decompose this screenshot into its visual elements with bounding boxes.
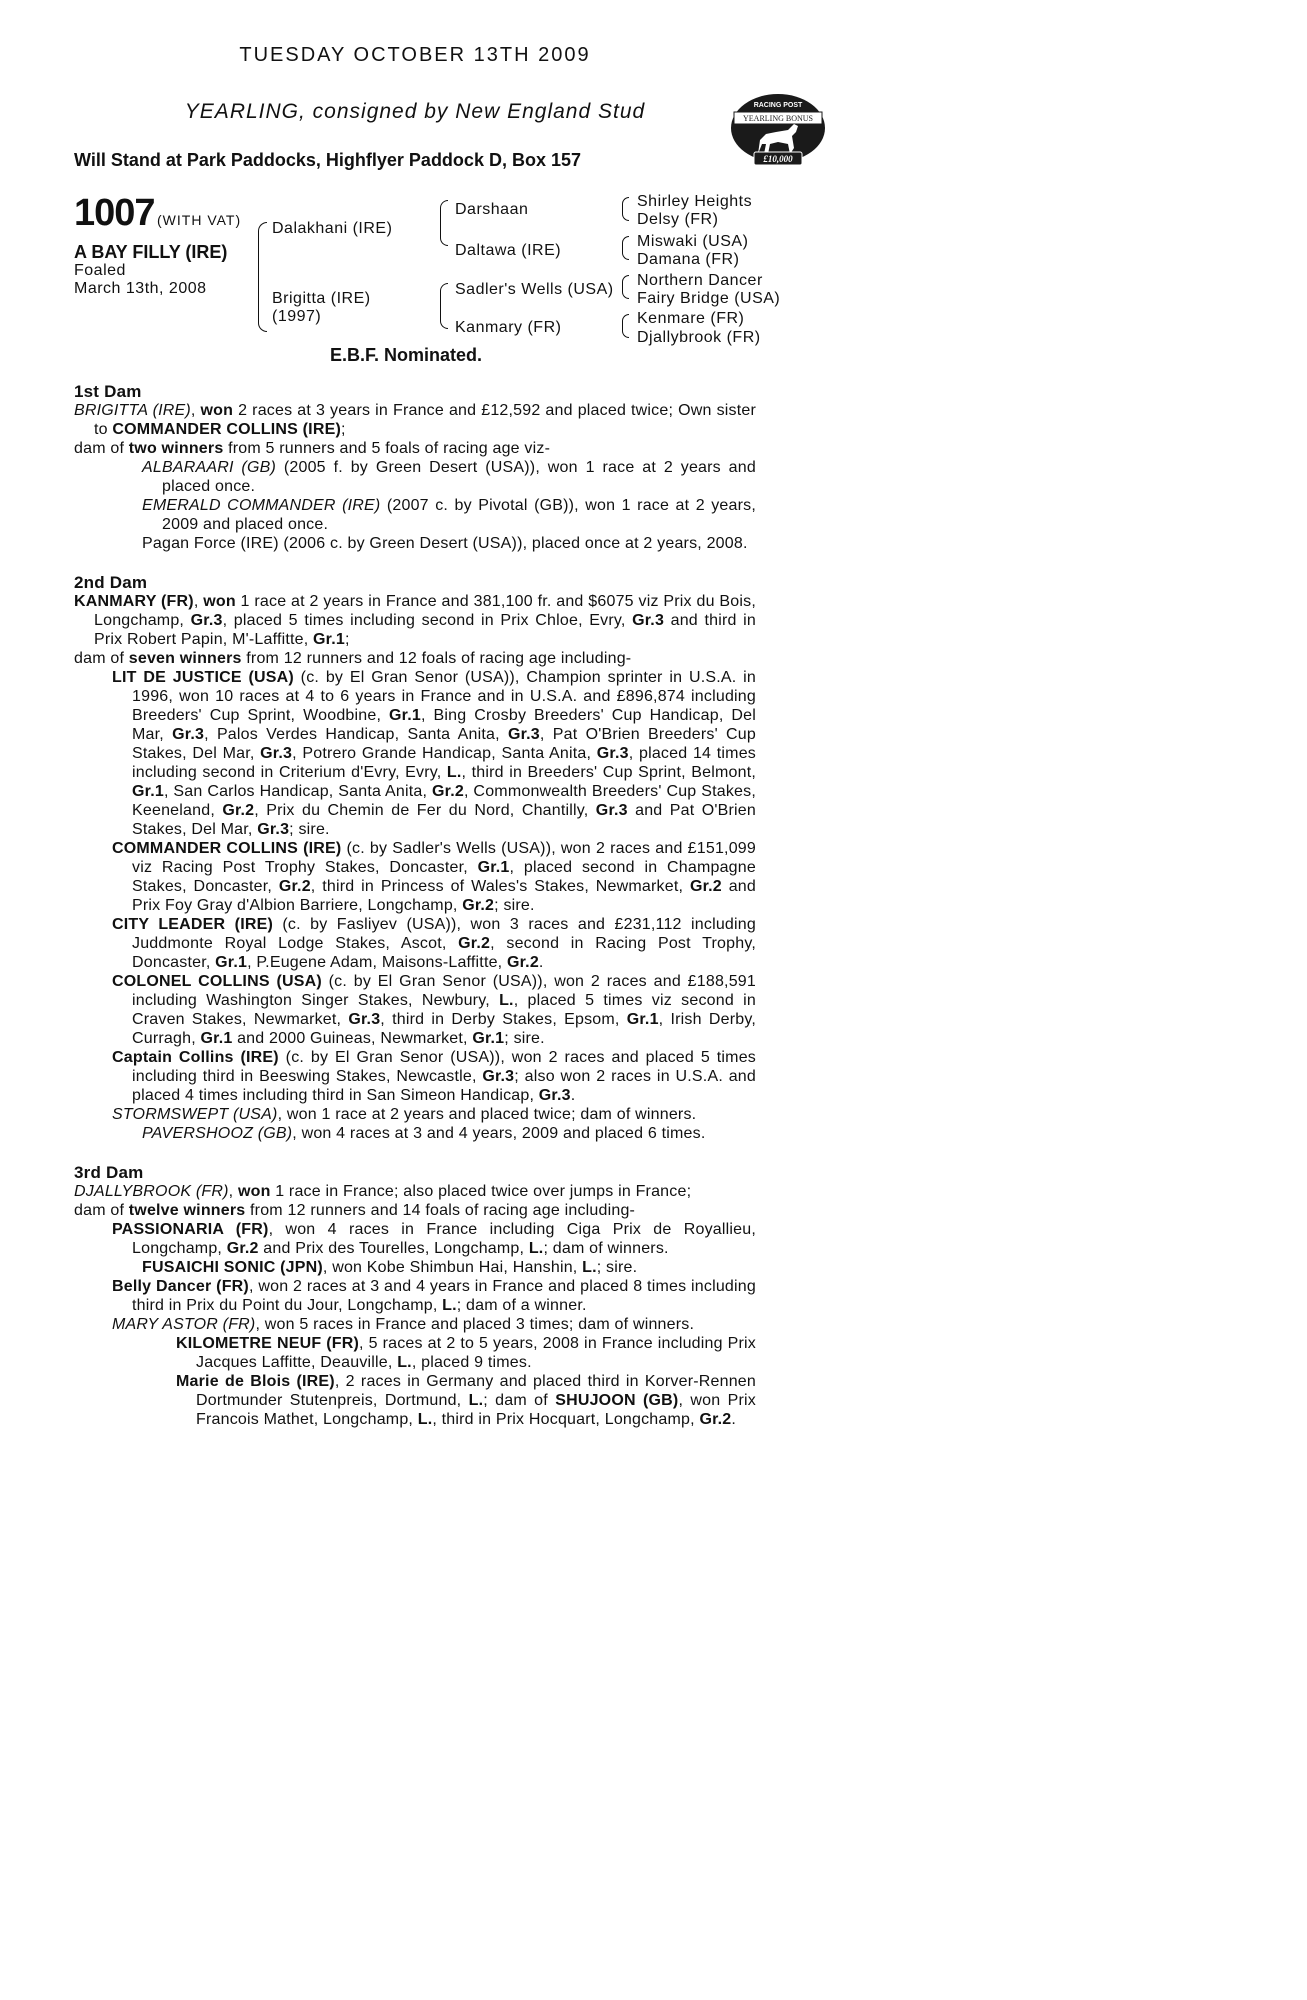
pedigree-sire-dam: Daltawa (IRE)	[455, 242, 562, 259]
produce-entry: COLONEL COLLINS (USA) (c. by El Gran Senor (USA)), won 2 races and £188,591 including Washington Singer Stakes, Newbury, L., placed 5 times viz second in Craven Stakes, Newmarket, Gr.3, third in Derby Stakes, Epsom, Gr.1, Irish Derby, Curragh, Gr.1 and 2000 Guineas, Newmarket, Gr.1; sire.	[112, 973, 757, 1047]
pedigree-brace-main	[258, 222, 267, 332]
produce-entry: Marie de Blois (IRE), 2 races in Germany and placed third in Korver-Rennen Dortmunder Stutenpreis, Dortmund, L.; dam of SHUJOON (GB), won Prix Francois Mathet, Longchamp, L., third in Prix Hocquart, Longchamp, Gr.2.	[176, 1373, 756, 1428]
pedigree-sire-sire: Darshaan	[455, 201, 529, 218]
foaled-label: Foaled	[74, 262, 126, 279]
dam-heading: 2nd Dam	[74, 573, 148, 592]
produce-entry: KILOMETRE NEUF (FR), 5 races at 2 to 5 years, 2008 in France including Prix Jacques Laffitte, Deauville, L., placed 9 times.	[176, 1335, 756, 1371]
produce-entry: CITY LEADER (IRE) (c. by Fasliyev (USA)), won 3 races and £231,112 including Juddmonte Royal Lodge Stakes, Ascot, Gr.2, second in Racing Post Trophy, Doncaster, Gr.1, P.Eugene Adam, Maisons-Laffitte, Gr.2.	[112, 916, 756, 971]
produce-entry: dam of seven winners from 12 runners and 12 foals of racing age including-	[74, 650, 632, 667]
produce-entry: KANMARY (FR), won 1 race at 2 years in France and 381,100 fr. and $6075 viz Prix du Bois, Longchamp, Gr.3, placed 5 times including second in Prix Chloe, Evry, Gr.3 and third in Prix Robert Papin, M'-Laffitte, Gr.1;	[74, 593, 756, 648]
produce-entry: STORMSWEPT (USA), won 1 race at 2 years and placed twice; dam of winners.	[112, 1106, 697, 1123]
logo-top-text: RACING POST	[753, 102, 803, 109]
produce-entry: Pagan Force (IRE) (2006 c. by Green Desert (USA)), placed once at 2 years, 2008.	[142, 535, 748, 552]
vat-note: (WITH VAT)	[157, 212, 242, 228]
pedigree-dam: Brigitta (IRE)	[272, 290, 371, 307]
produce-entry: PASSIONARIA (FR), won 4 races in France including Ciga Prix de Royallieu, Longchamp, Gr.2 and Prix des Tourelles, Longchamp, L.; dam of winners.	[112, 1221, 756, 1257]
consignment-line: YEARLING, consigned by New England Stud	[184, 100, 646, 123]
yearling-bonus-logo	[728, 92, 828, 168]
pedigree-dam-sire: Sadler's Wells (USA)	[455, 281, 614, 298]
logo-middle-text: YEARLING BONUS	[743, 114, 813, 123]
pedigree-dsd: Fairy Bridge (USA)	[637, 290, 781, 307]
produce-entry: FUSAICHI SONIC (JPN), won Kobe Shimbun Hai, Hanshin, L.; sire.	[142, 1259, 638, 1276]
pedigree-sdd: Damana (FR)	[637, 251, 740, 268]
produce-entry: Belly Dancer (FR), won 2 races at 3 and 4 years in France and placed 8 times including third in Prix du Point du Jour, Longchamp, L.; dam of a winner.	[112, 1278, 756, 1314]
pedigree-brace-dd	[622, 314, 629, 338]
pedigree-dds: Kenmare (FR)	[637, 310, 745, 327]
produce-entry: dam of two winners from 5 runners and 5 foals of racing age viz-	[74, 440, 551, 457]
pedigree-brace-ds	[622, 275, 629, 299]
pedigree-ssd: Delsy (FR)	[637, 211, 719, 228]
pedigree-dss: Northern Dancer	[637, 272, 763, 289]
logo-bottom-text: £10,000	[763, 154, 793, 164]
horse-name: A BAY FILLY (IRE)	[74, 242, 228, 262]
produce-entry: LIT DE JUSTICE (USA) (c. by El Gran Senor (USA)), Champion sprinter in U.S.A. in 1996, won 10 races at 4 to 6 years in France and in U.S.A. and £896,874 including Breeders' Cup Sprint, Woodbine, Gr.1, Bing Crosby Breeders' Cup Handicap, Del Mar, Gr.3, Palos Verdes Handicap, Santa Anita, Gr.3, Pat O'Brien Breeders' Cup Stakes, Del Mar, Gr.3, Potrero Grande Handicap, Santa Anita, Gr.3, placed 14 times including second in Criterium d'Evry, Evry, L., third in Breeders' Cup Sprint, Belmont, Gr.1, San Carlos Handicap, Santa Anita, Gr.2, Commonwealth Breeders' Cup Stakes, Keeneland, Gr.2, Prix du Chemin de Fer du Nord, Chantilly, Gr.3 and Pat O'Brien Stakes, Del Mar, Gr.3; sire.	[112, 669, 757, 838]
pedigree-brace-sire	[440, 200, 448, 246]
dam-heading: 3rd Dam	[74, 1163, 144, 1182]
produce-entry: DJALLYBROOK (FR), won 1 race in France; also placed twice over jumps in France;	[74, 1183, 692, 1200]
pedigree-brace-sd	[622, 236, 629, 260]
ebf-nomination: E.B.F. Nominated.	[330, 345, 483, 365]
pedigree-brace-dam	[440, 283, 448, 329]
produce-entry: Captain Collins (IRE) (c. by El Gran Senor (USA)), won 2 races and placed 5 times including third in Beeswing Stakes, Newcastle, Gr.3; also won 2 races in U.S.A. and placed 4 times including third in San Simeon Handicap, Gr.3.	[112, 1049, 756, 1104]
pedigree-sss: Shirley Heights	[637, 193, 753, 210]
produce-record	[74, 382, 756, 1429]
pedigree-ddd: Djallybrook (FR)	[637, 329, 761, 346]
produce-entry: ALBARAARI (GB) (2005 f. by Green Desert (USA)), won 1 race at 2 years and placed once.	[142, 459, 756, 495]
pedigree-brace-ss	[622, 197, 629, 221]
pedigree-sds: Miswaki (USA)	[637, 233, 749, 250]
produce-entry: dam of twelve winners from 12 runners and 14 foals of racing age including-	[74, 1202, 636, 1219]
produce-entry: COMMANDER COLLINS (IRE) (c. by Sadler's Wells (USA)), won 2 races and £151,099 viz Racing Post Trophy Stakes, Doncaster, Gr.1, placed second in Champagne Stakes, Doncaster, Gr.2, third in Princess of Wales's Stakes, Newmarket, Gr.2 and Prix Foy Gray d'Albion Barriere, Longchamp, Gr.2; sire.	[112, 840, 756, 914]
produce-entry: PAVERSHOOZ (GB), won 4 races at 3 and 4 years, 2009 and placed 6 times.	[142, 1125, 706, 1142]
foaled-date: March 13th, 2008	[74, 280, 207, 297]
pedigree-dam-dam: Kanmary (FR)	[455, 319, 562, 336]
lot-number: 1007	[74, 192, 155, 234]
produce-entry: BRIGITTA (IRE), won 2 races at 3 years in France and £12,592 and placed twice; Own sister to COMMANDER COLLINS (IRE);	[74, 402, 756, 438]
dam-heading: 1st Dam	[74, 382, 142, 401]
produce-entry: EMERALD COMMANDER (IRE) (2007 c. by Pivotal (GB)), won 1 race at 2 years, 2009 and placed once.	[142, 497, 757, 533]
pedigree-sire: Dalakhani (IRE)	[272, 220, 393, 237]
stand-location: Will Stand at Park Paddocks, Highflyer Paddock D, Box 157	[74, 150, 581, 170]
sale-date: TUESDAY OCTOBER 13TH 2009	[239, 44, 591, 66]
produce-entry: MARY ASTOR (FR), won 5 races in France and placed 3 times; dam of winners.	[112, 1316, 695, 1333]
pedigree-dam-year: (1997)	[272, 308, 322, 325]
